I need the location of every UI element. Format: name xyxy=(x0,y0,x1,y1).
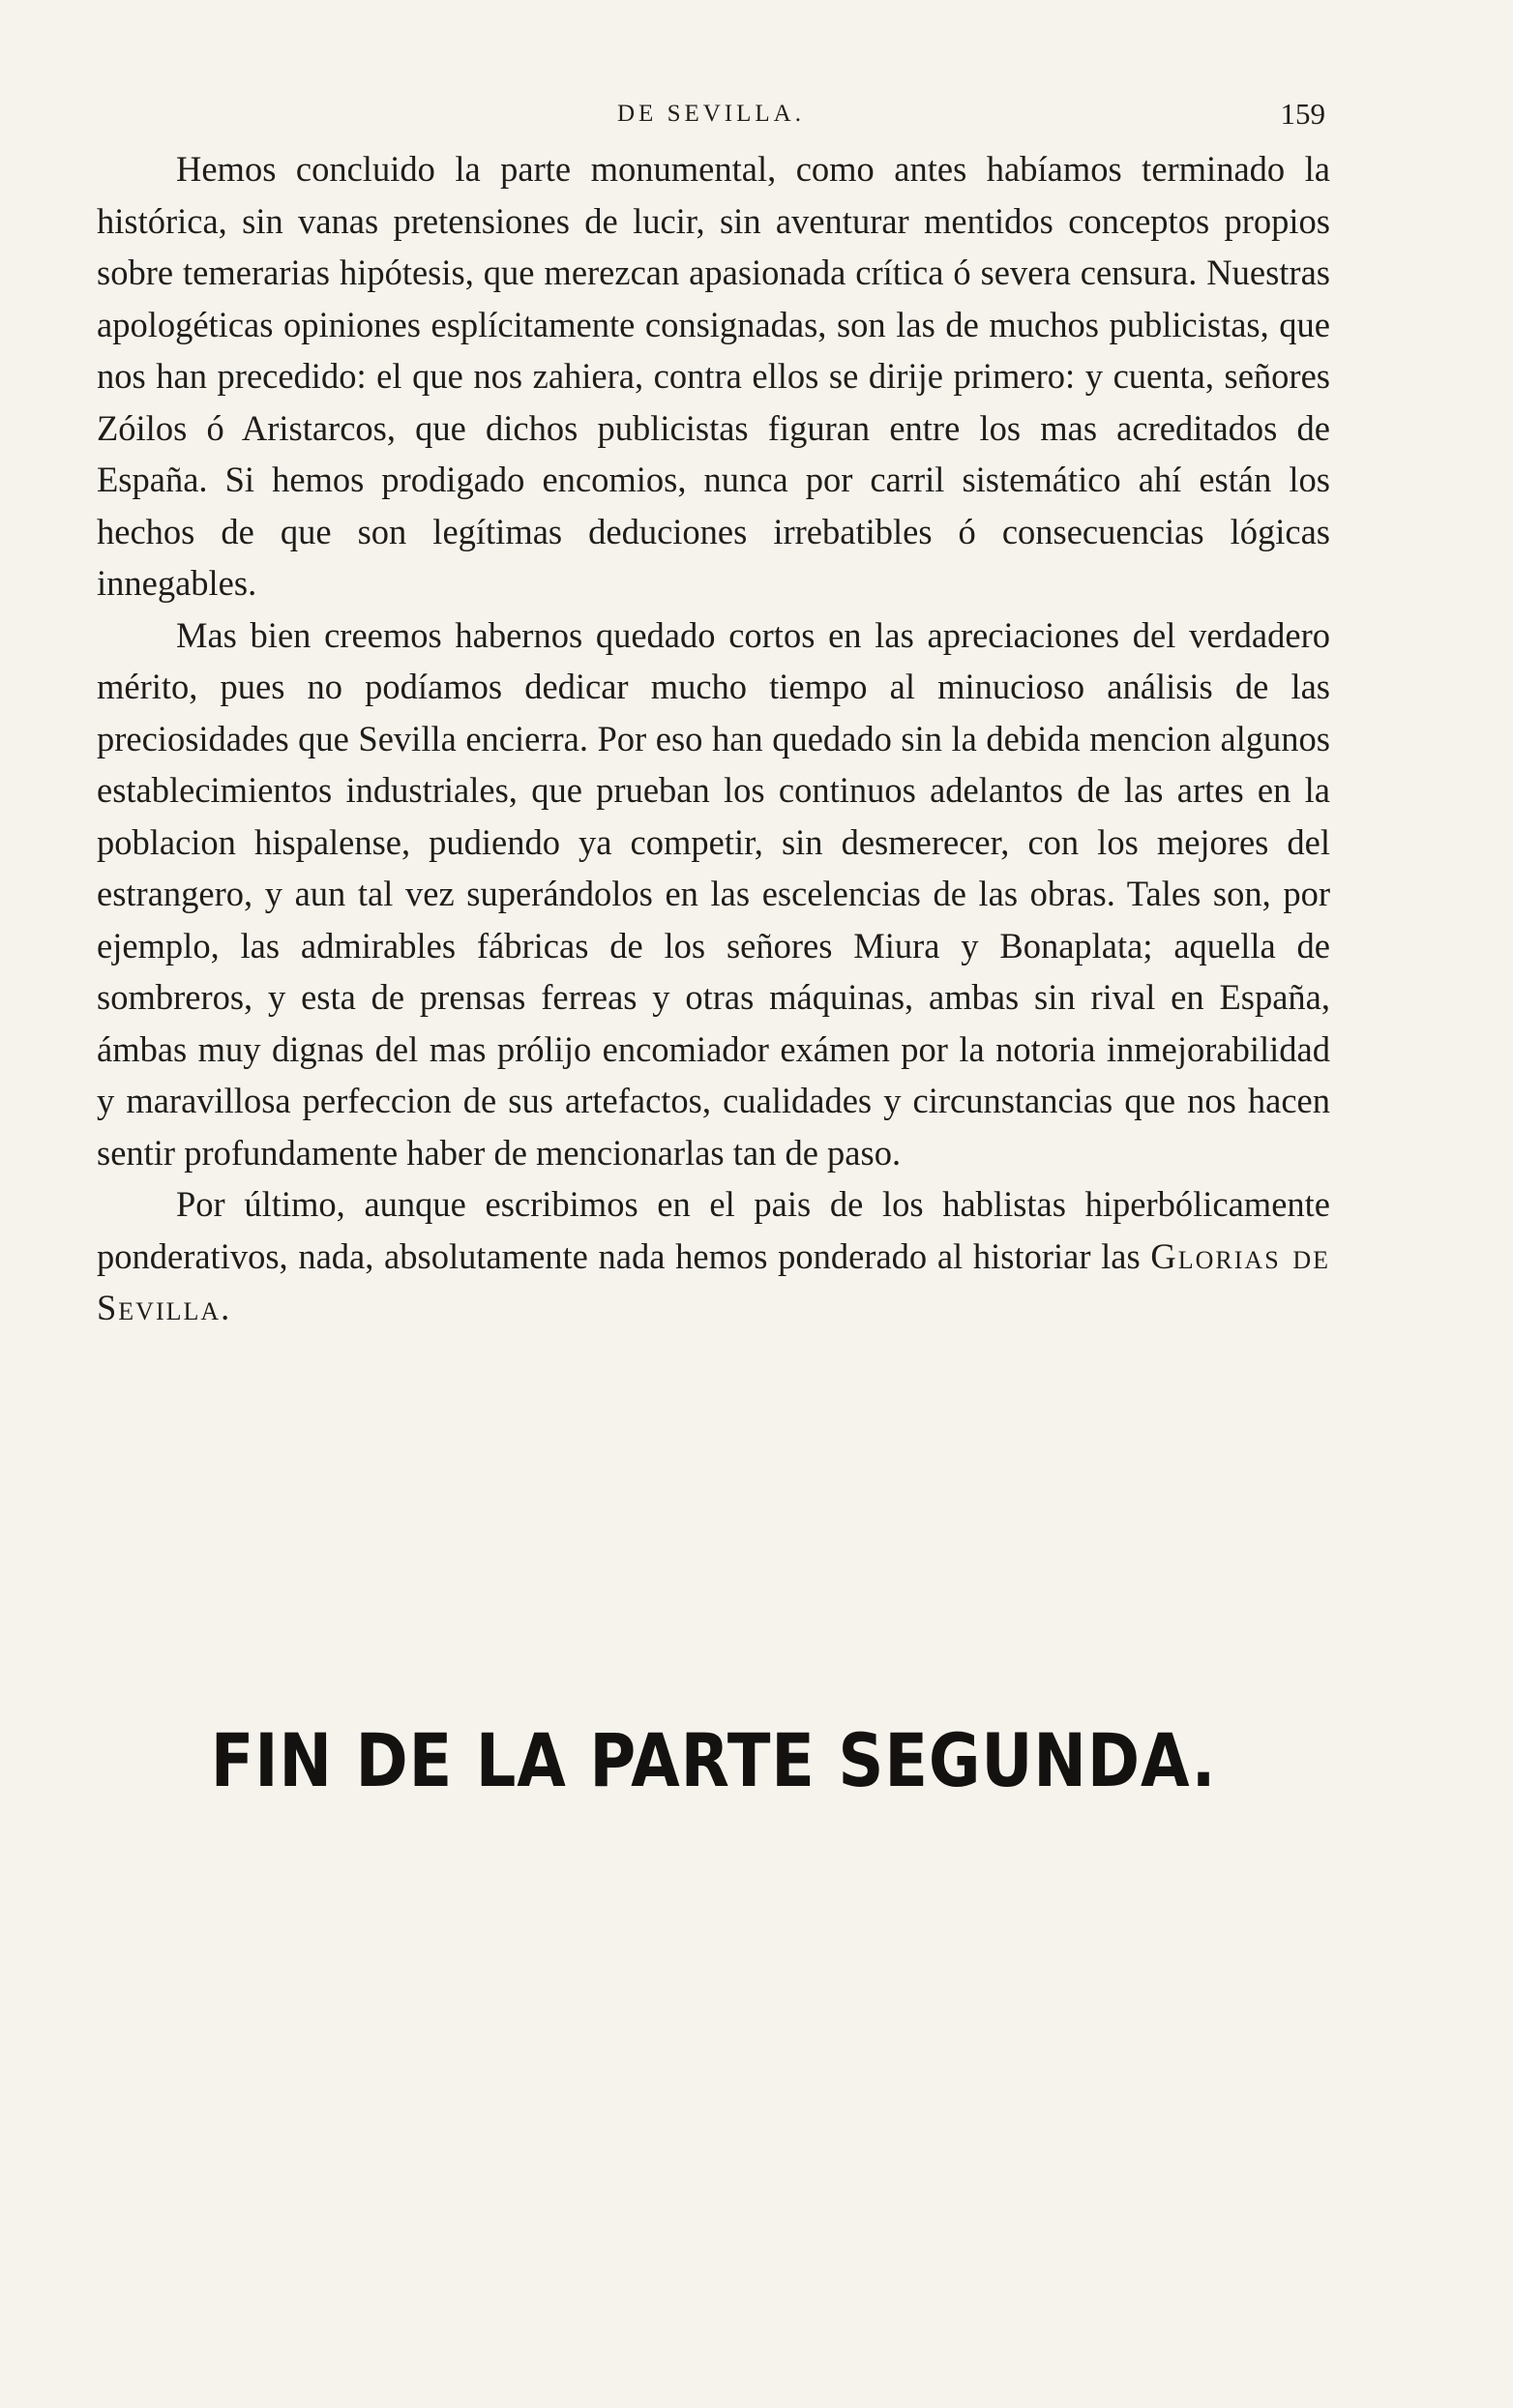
paragraph-2: Mas bien creemos habernos quedado cortos en las apreciaciones del verdadero mérito, pues no podíamos dedicar mucho tiempo al minucioso análisis de las preciosidades que Sevilla encierra. Por eso han quedado sin la debida mencion algunos establecimientos industriales, que prueban los continuos adelantos de las artes en la poblacion hispalense, pudiendo ya competir, sin desmerecer, con los mejores del estrangero, y aun tal vez superándolos en las escelencias de las obras. Tales son, por ejemplo, las admirables fábricas de los señores Miura y Bonaplata; aquella de sombreros, y esta de prensas ferreas y otras máquinas, ambas sin rival en España, ámbas muy dignas del mas prólijo encomiador exámen por la notoria inmejorabilidad y maravillosa perfeccion de sus artefactos, cualidades y circunstancias que nos hacen sentir profundamente haber de mencionarlas tan de paso. xyxy=(97,614,1330,1173)
closing-title: FIN DE LA PARTE SEGUNDA. xyxy=(210,1717,1217,1803)
book-title-smallcaps: Glorias de Sevilla xyxy=(97,1235,1330,1327)
page-number: 159 xyxy=(1280,97,1325,131)
body-text xyxy=(97,143,1330,1334)
running-head xyxy=(97,97,1325,135)
closing-period: . xyxy=(221,1288,230,1327)
paragraph-3 xyxy=(97,1178,1330,1334)
running-title: DE SEVILLA. xyxy=(617,101,805,127)
paragraph-3-text: Por último, aunque escribimos en el pais de los hablistas hiperbólicamente ponderativos, nada, absolutamente nada hemos ponderado al historiar las xyxy=(97,1184,1330,1276)
paragraph-1: Hemos concluido la parte monumental, como antes habíamos terminado la histórica, sin vanas pretensiones de lucir, sin aventurar mentidos conceptos propios sobre temerarias hipótesis, que merezcan apasionada crítica ó severa censura. Nuestras apologéticas opiniones esplícitamente consignadas, son las de muchos publicistas, que nos han precedido: el que nos zahiera, contra ellos se dirije primero: y cuenta, señores Zóilos ó Aristarcos, que dichos publicistas figuran entre los mas acreditados de España. Si hemos prodigado encomios, nunca por carril sistemático ahí están los hechos de que son legítimas deduciones irrebatibles ó consecuencias lógicas innegables. xyxy=(97,149,1330,603)
